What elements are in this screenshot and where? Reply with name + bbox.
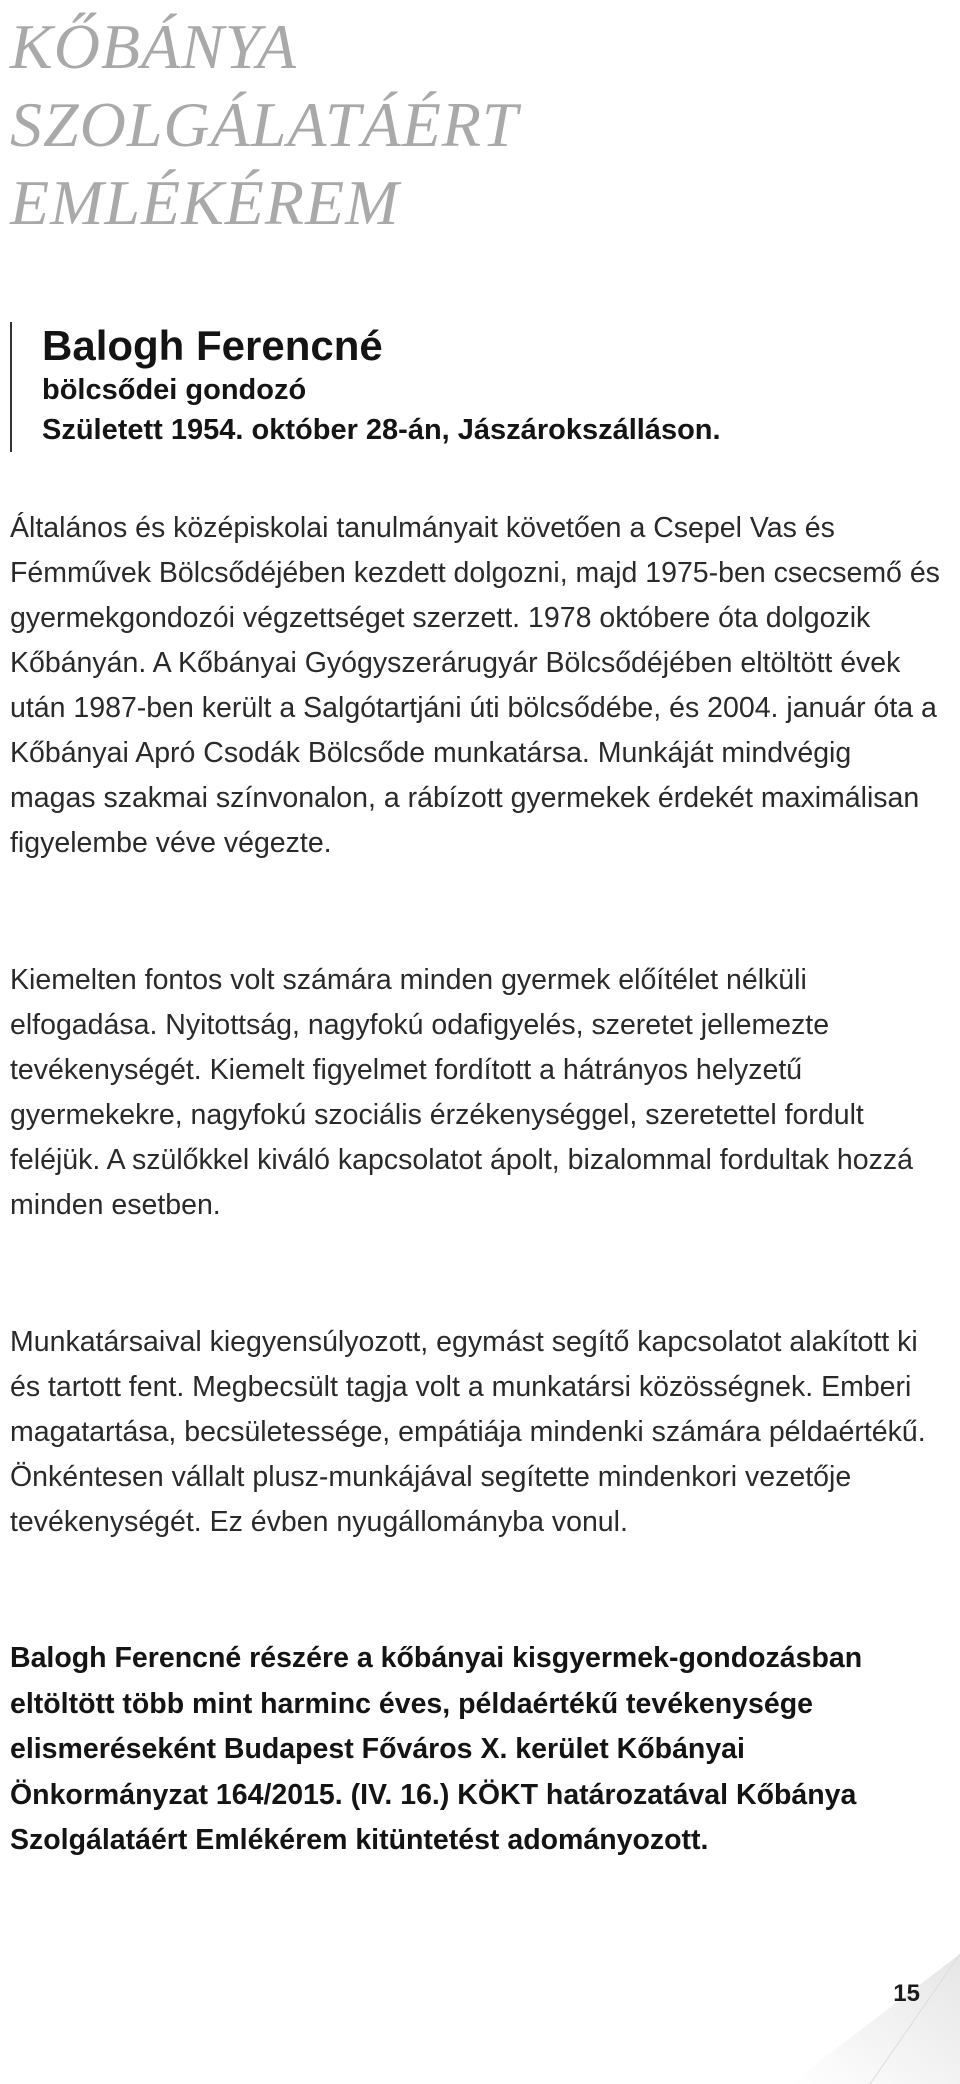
person-role: bölcsődei gondozó [42,374,307,406]
person-block [10,322,721,452]
title-line-3: EMLÉKÉREM [10,167,400,238]
page-corner-fold [790,1954,960,2084]
page-number: 15 [893,1980,920,2007]
person-birth: Született 1954. október 28-án, Jászárokszálláson. [42,414,721,446]
title-line-2: SZOLGÁLATÁÉRT [10,89,519,160]
page-title [10,8,519,242]
paragraph-attitude: Kiemelten fontos volt számára minden gyermek előítélet nélküli elfogadása. Nyitottság, nagyfokú odafigyelés, szeretet jellemezte tevékenységét. Kiemelt figyelmet fordított a hátrányos helyzetű gyermekekre, nagyfokú szociális érzékenységgel, szeretettel fordult feléjük. A szülőkkel kiváló kapcsolatot ápolt, bizalommal fordultak hozzá minden esetben. [10,964,913,1221]
paragraph-career: Általános és középiskolai tanulmányait követően a Csepel Vas és Fémművek Bölcsődéjében kezdett dolgozni, majd 1975-ben csecsemő és gyermekgondozói végzettséget szerzett. 1978 októbere óta dolgozik Kőbányán. A Kőbányai Gyógyszerárugyár Bölcsődéjében eltöltött évek után 1987-ben került a Salgótartjáni úti bölcsődébe, és 2004. január óta a Kőbányai Apró Csodák Bölcsőde munkatársa. Munkáját mindvégig magas szakmai színvonalon, a rábízott gyermekek érdekét maximálisan figyelembe véve végezte. [10,512,940,859]
paragraph-colleagues: Munkatársaival kiegyensúlyozott, egymást segítő kapcsolatot alakított ki és tartott fent. Megbecsült tagja volt a munkatársi közösségnek. Emberi magatartása, becsületessége, empátiája mindenki számára példaértékű. Önkéntesen vállalt plusz-munkájával segítette mindenkori vezetője tevékenységét. Ez évben nyugállományba vonul. [10,1326,926,1538]
title-line-1: KŐBÁNYA [10,11,297,82]
paragraph-award: Balogh Ferencné részére a kőbányai kisgyermek-gondozásban eltöltött több mint harminc éves, példaértékű tevékenysége elismeréseként Budapest Főváros X. kerület Kőbányai Önkormányzat 164/2015. (IV. 16.) KÖKT határozatával Kőbánya Szolgálatáért Emlékérem kitüntetést adományozott. [10,1642,863,1856]
person-name: Balogh Ferencné [42,322,383,369]
